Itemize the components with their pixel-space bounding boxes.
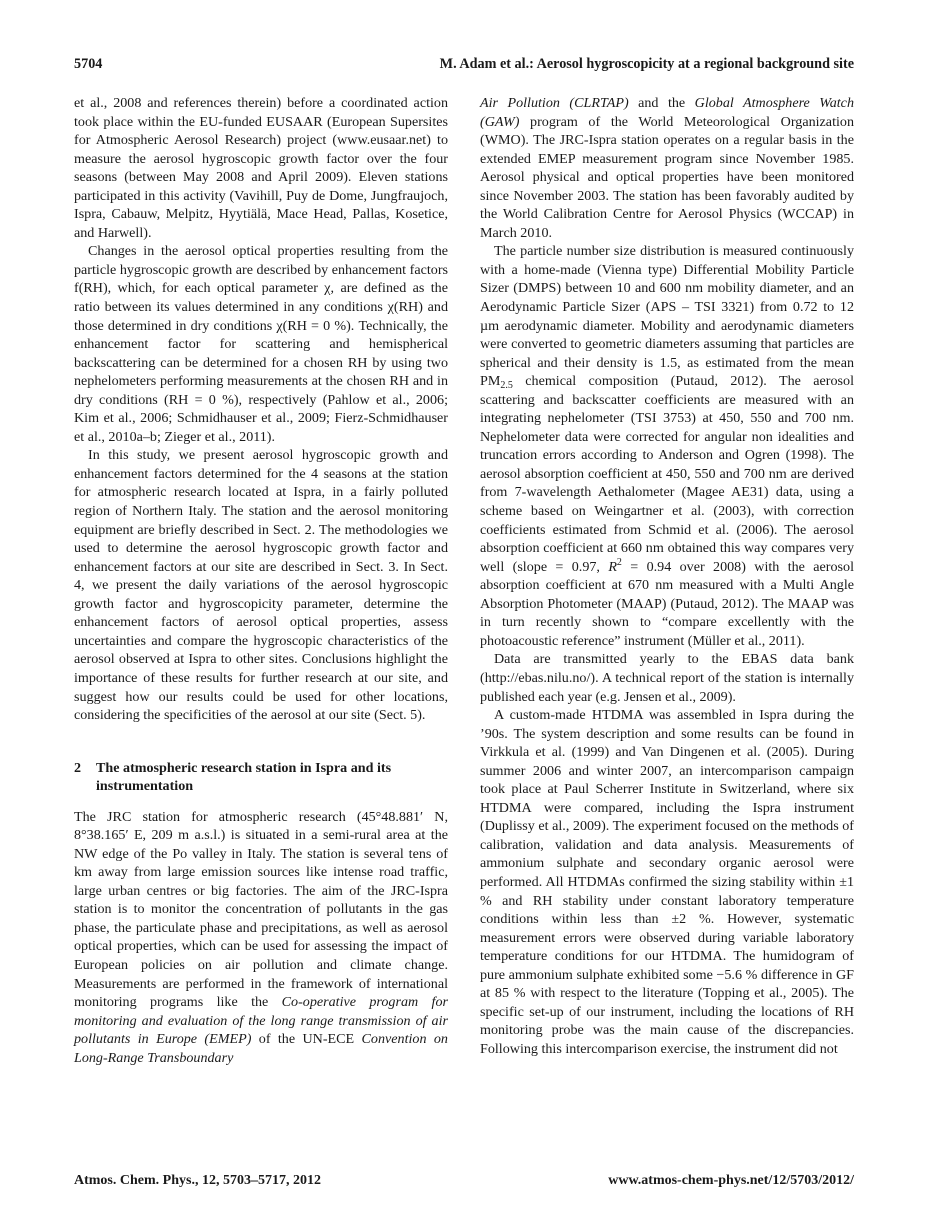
- text-span: of the UN-ECE: [251, 1031, 362, 1048]
- paragraph: Data are transmitted yearly to the EBAS data bank (http://ebas.nilu.no/). A technical report of the station is internally published each year (e.g. Jensen et al., 2009).: [480, 651, 854, 705]
- text-span: chemical composition (Putaud, 2012). The aerosol scattering and backscatter coefficients are measured with an integrating nephelometer (TSI 3753) at 450, 550 and 700 nm. Nephelometer data were corrected for angular non idealities and truncation errors according to Anderson and Ogren (1998). The aerosol absorption coefficient at 450, 550 and 700 nm are derived from 7-wavelength Aethalometer (Magee AE31) data, using a scheme based on Weingartner et al. (2003), with correction coefficients estimated from Schmid et al. (2006). The aerosol absorption coefficient at 660 nm obtained this way compares very well (slope = 0.97,: [480, 373, 854, 575]
- paragraph: A custom-made HTDMA was assembled in Ispra during the ’90s. The system description and some results can be found in Virkkula et al. (1999) and Van Dingenen et al. (2005). During summer 2006 and winter 2007, an intercomparison campaign took place at Paul Scherrer Institute in Switzerland, where six HTDMA were compared, including the Ispra instrument (Duplissy et al., 2009). The experiment focused on the methods of calibration, validation and data analysis. Measurements of ammonium sulphate and secondary organic aerosol were performed. All HTDMAs confirmed the sizing stability within ±1 % and RH stability under constant laboratory temperature conditions within less than ±2 %. However, systematic measurement errors were observed during variable laboratory temperature conditions for our HTDMA. The humidogram of pure ammonium sulphate exhibited some −5.6 % difference in GF at 85 % with respect to the literature (Topping et al., 2005). The specific set-up of our instrument, including the locations of RH monitoring probe was the main cause of the discrepancies. Following this intercomparison exercise, the instrument did not: [480, 707, 854, 1057]
- section-number: 2: [74, 759, 82, 776]
- paragraph: [480, 242, 854, 650]
- text-span: The JRC station for atmospheric research (45°48.881′ N, 8°38.165′ E, 209 m a.s.l.) is situated in a semi-rural area at the NW edge of the Po valley in Italy. The station is several tens of km away from large emission sources like intense road traffic, large urban centres or big factories. The aim of the JRC-Ispra station is to monitor the concentration of pollutants in the gas phase, the particulate phase and precipitations, as well as aerosol optical properties, which can be used for assessing the impact of European policies on air pollution and climate change. Measurements are performed in the framework of international monitoring programs like the: [74, 808, 448, 1011]
- section-heading: [74, 759, 448, 796]
- section-title: The atmospheric research station in Ispra and its instrumentation: [96, 759, 392, 795]
- text-span: program of the World Meteorological Organization (WMO). The JRC-Ispra station operates on a regular basis in the extended EMEP measurement program since November 1985. Aerosol physical and optical properties have been monitored since November 2003. The station has been favorably audited by the World Calibration Centre for Aerosol Physics (WCCAP) in March 2010.: [480, 113, 854, 241]
- superscript: 2: [616, 556, 622, 568]
- text-span: The particle number size distribution is measured continuously with a home-made (Vienna type) Differential Mobility Particle Sizer (DMPS) between 10 and 600 nm mobility diameter, and an Aerodynamic Particle Sizer (APS – TSI 3321) from 0.72 to 12 µm aerodynamic diameter. Mobility and aerodynamic diameters were converted to geometric diameters assuming that particles are spherical and their density is 1.5, as estimated from the mean PM: [480, 243, 854, 390]
- page-number: 5704: [74, 56, 103, 72]
- convention-name: Convention on Long-Range Transboundary: [74, 1031, 448, 1066]
- paragraph: In this study, we present aerosol hygroscopic growth and enhancement factors determined for the 4 seasons at the station for atmospheric research located at Ispra, in a fairly polluted region of Northern Italy. The station and the aerosol monitoring equipment are briefly described in Sect. 2. The methodologies we used to determine the aerosol hygroscopic growth factor and enhancement factors at our site are described in Sect. 3. In Sect. 4, we present the daily variations of the aerosol hygroscopic growth factor and hygroscopicity parameter, determine the enhancement factors of aerosol optical properties, assess uncertainties and compare the hygroscopic characteristics of the aerosol observed at Ispra to other sites. Conclusions highlight the importance of these results for further research at our site, and suggest how our results could be used for other locations, considering the specificities of the aerosol at our site (Sect. 5).: [74, 447, 448, 724]
- text-span: and the: [628, 95, 695, 111]
- running-header: [74, 56, 854, 76]
- left-column: [74, 94, 448, 1067]
- paragraph: [480, 94, 854, 242]
- convention-name: Air Pollution (CLRTAP): [480, 95, 629, 111]
- text-span: = 0.94 over 2008) with the aerosol absorption coefficient at 670 nm measured with a Multi Angle Absorption Photometer (MAAP) (Putaud, 2012). The MAAP was in turn recently shown to “compare excellently with the photoacoustic reference” instrument (Müller et al., 2011).: [480, 558, 854, 649]
- paragraph: et al., 2008 and references therein) before a coordinated action took place within the EU-funded EUSAAR (European Supersites for Atmospheric Aerosol Research) project (www.eusaar.net) to measure the aerosol hygroscopic growth factor over the four seasons (between May 2008 and April 2009). Eleven stations participated in this activity (Vavihill, Puy de Dome, Jungfraujoch, Ispra, Cabauw, Melpitz, Hyytiälä, Mace Head, Pallas, Kosetice, and Harwell).: [74, 95, 448, 241]
- paragraph: Changes in the aerosol optical properties resulting from the particle hygroscopic growth are described by enhancement factors f(RH), which, for each optical parameter χ, are defined as the ratio between its values determined in any conditions χ(RH) and those determined in dry conditions χ(RH = 0 %). Technically, the enhancement factor for scattering and hemispherical backscattering can be determined for a chosen RH by using two nephelometers performing measurements at the chosen RH and in dry conditions (RH = 0 %), respectively (Pahlow et al., 2006; Kim et al., 2006; Schmidhauser et al., 2009; Fierz-Schmidhauser et al., 2010a–b; Zieger et al., 2011).: [74, 243, 448, 445]
- journal-reference: Atmos. Chem. Phys., 12, 5703–5717, 2012: [74, 1173, 321, 1188]
- subscript: 2.5: [500, 380, 513, 392]
- journal-url: www.atmos-chem-phys.net/12/5703/2012/: [608, 1173, 854, 1188]
- right-column: [480, 94, 854, 1058]
- running-title: M. Adam et al.: Aerosol hygroscopicity at a regional background site: [439, 56, 854, 72]
- program-name: Global Atmosphere Watch (GAW): [480, 95, 854, 130]
- page-footer: [74, 1173, 854, 1193]
- r-symbol: R: [608, 558, 617, 575]
- paragraph: [74, 808, 448, 1068]
- program-name: Co-operative program for monitoring and evaluation of the long range transmission of air pollutants in Europe (EMEP): [74, 994, 448, 1048]
